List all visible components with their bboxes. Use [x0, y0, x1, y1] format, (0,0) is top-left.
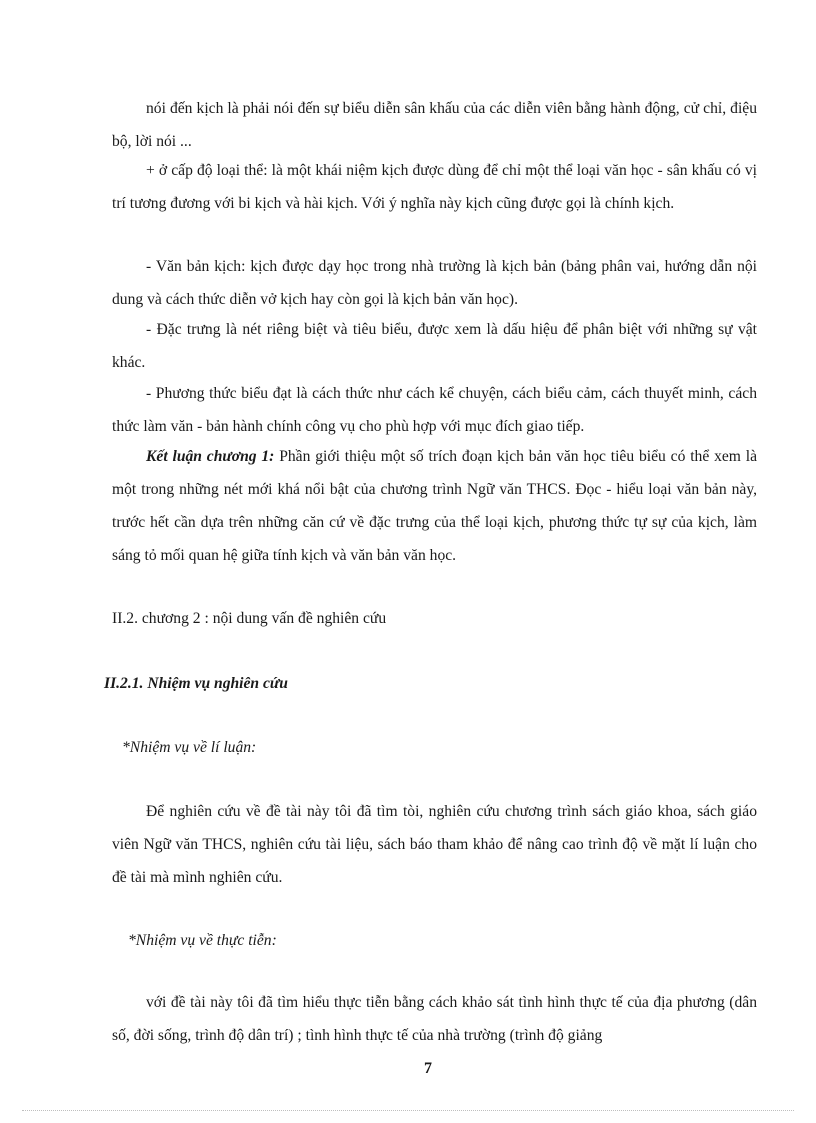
paragraph-text: với đề tài này tôi đã tìm hiểu thực tiễn bằng cách khảo sát tình hình thực tế của địa phương (dân số, đời sống, trình độ dân trí) ; tình hình thực tế của nhà trường (trình độ giảng [112, 994, 757, 1044]
paragraph-text: Để nghiên cứu về đề tài này tôi đã tìm tòi, nghiên cứu chương trình sách giáo khoa, sách giáo viên Ngữ văn THCS, nghiên cứu tài liệu, sách báo tham khảo để nâng cao trình độ về mặt lí luận cho đề tài mà mình nghiên cứu. [112, 803, 757, 886]
paragraph-text: - Văn bản kịch: kịch được dạy học trong nhà trường là kịch bản (bảng phân vai, hướng dẫn nội dung và cách thức diễn vở kịch hay còn gọi là kịch bản văn học). [112, 258, 757, 308]
paragraph-text: - Phương thức biểu đạt là cách thức như cách kể chuyện, cách biểu cảm, cách thuyết minh, cách thức làm văn - bản hành chính công vụ cho phù hợp với mục đích giao tiếp. [112, 385, 757, 435]
paragraph-genre-level [112, 154, 757, 220]
section-2-1-heading: II.2.1. Nhiệm vụ nghiên cứu [104, 675, 288, 692]
page-number: 7 [424, 1060, 432, 1077]
paragraph-text: - Đặc trưng là nét riêng biệt và tiêu biểu, được xem là dấu hiệu để phân biệt với những sự vật khác. [112, 321, 757, 371]
paragraph-theory-task [112, 795, 757, 894]
conclusion-label: Kết luận chương 1: [146, 448, 275, 465]
paragraph-characteristics [112, 313, 757, 379]
paragraph-text: + ở cấp độ loại thể: là một khái niệm kịch được dùng để chỉ một thể loại văn học - sân khấu có vị trí tương đương với bi kịch và hài kịch. Với ý nghĩa này kịch cũng được gọi là chính kịch. [112, 162, 757, 212]
practice-task-heading: *Nhiệm vụ về thực tiễn: [128, 932, 277, 949]
page-bottom-divider [22, 1110, 794, 1111]
paragraph-expression-mode [112, 377, 757, 443]
paragraph-text: Phần giới thiệu một số trích đoạn kịch bản văn học tiêu biểu có thể xem là một trong những nét mới khá nổi bật của chương trình Ngữ văn THCS. Đọc - hiểu loại văn bản này, trước hết cần dựa trên những căn cứ về đặc trưng của thể loại kịch, phương thức tự sự của kịch, làm sáng tỏ mối quan hệ giữa tính kịch và văn bản văn học. [112, 448, 757, 564]
paragraph-text: nói đến kịch là phải nói đến sự biểu diễn sân khấu của các diễn viên bằng hành động, cử chỉ, điệu bộ, lời nói ... [112, 100, 757, 150]
theory-task-heading: *Nhiệm vụ về lí luận: [122, 739, 257, 756]
paragraph-practice-task [112, 986, 757, 1052]
paragraph-drama-text [112, 250, 757, 316]
paragraph-chapter1-conclusion [112, 440, 757, 572]
chapter-2-heading: II.2. chương 2 : nội dung vấn đề nghiên cứu [112, 610, 387, 627]
paragraph-drama-performance [112, 92, 757, 158]
